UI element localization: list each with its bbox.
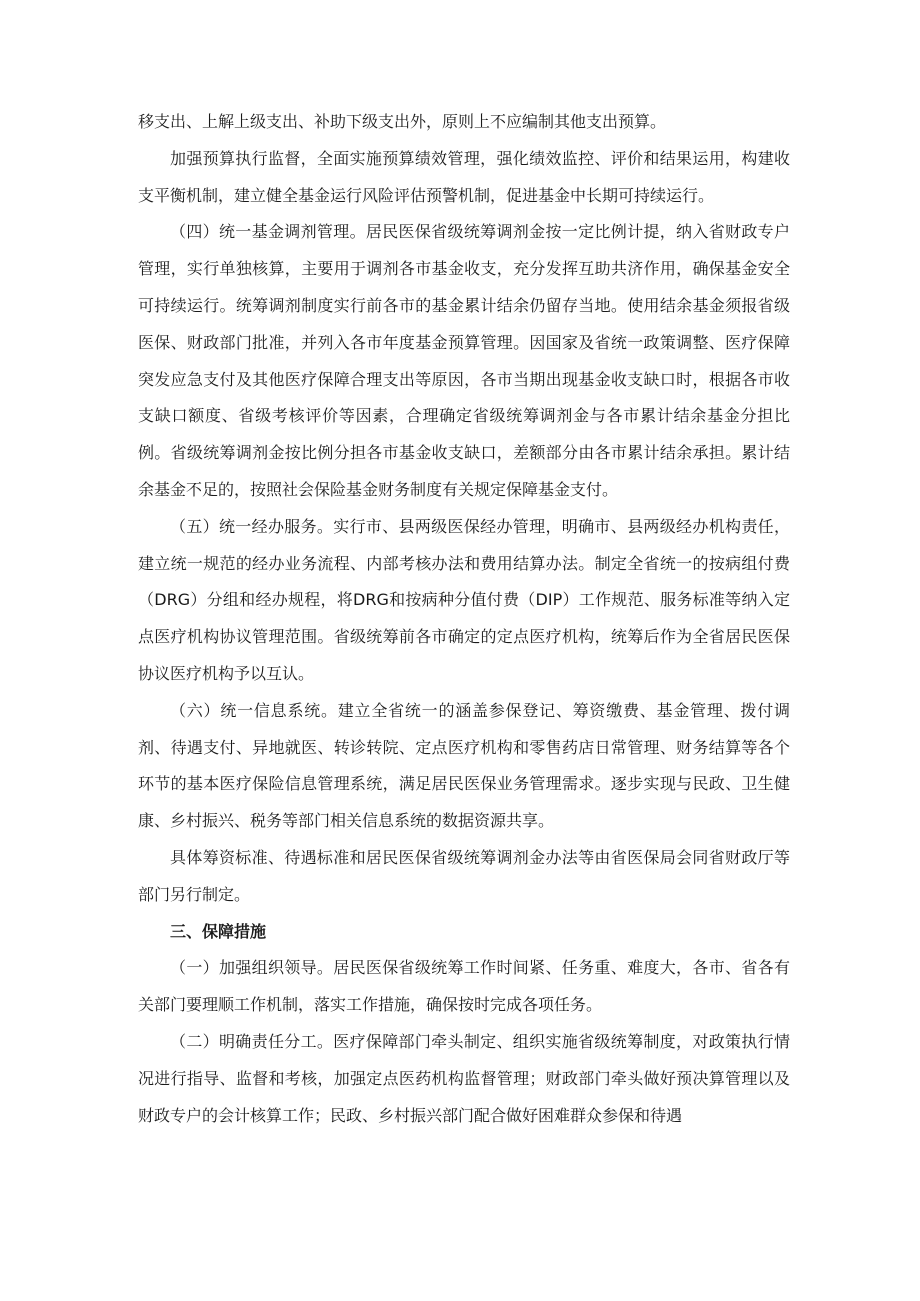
paragraph-fund-adjustment: （四）统一基金调剂管理。居民医保省级统筹调剂金按一定比例计提，纳入省财政专户管理，实行单独核算，主要用于调剂各市基金收支，充分发挥互助共济作用，确保基金安全可持续运行。统筹调剂制度实行前各市的基金累计结余仍留存当地。使用结余基金须报省级医保、财政部门批准，并列入各市年度基金预算管理。因国家及省统一政策调整、医疗保障突发应急支付及其他医疗保障合理支出等原因，各市当期出现基金收支缺口时，根据各市收支缺口额度、省级考核评价等因素，合理确定省级统筹调剂金与各市累计结余基金分担比例。省级统筹调剂金按比例分担各市基金收支缺口，差额部分由各市累计结余承担。累计结余基金不足的，按照社会保险基金财务制度有关规定保障基金支付。 — [138, 222, 790, 499]
paragraph-agency-service: （五）统一经办服务。实行市、县两级医保经办管理，明确市、县两级经办机构责任，建立统一规范的经办业务流程、内部考核办法和费用结算办法。制定全省统一的按病组付费（DRG）分组和经办规程，将DRG和按病种分值付费（DIP）工作规范、服务标准等纳入定点医疗机构协议管理范围。省级统筹前各市确定的定点医疗机构，统筹后作为全省居民医保协议医疗机构予以互认。 — [138, 516, 790, 683]
section-heading: 三、保障措施 — [170, 921, 267, 941]
document-body — [138, 104, 790, 1134]
paragraph-continuation: 移支出、上解上级支出、补助下级支出外，原则上不应编制其他支出预算。 — [138, 112, 667, 131]
paragraph-information-system: （六）统一信息系统。建立全省统一的涵盖参保登记、筹资缴费、基金管理、拨付调剂、待遇支付、异地就医、转诊转院、定点医疗机构和零售药店日常管理、财务结算等各个环节的基本医疗保险信息管理系统，满足居民医保业务管理需求。逐步实现与民政、卫生健康、乡村振兴、税务等部门相关信息系统的数据资源共享。 — [138, 700, 790, 831]
paragraph-responsibility-division: （二）明确责任分工。医疗保障部门牵头制定、组织实施省级统筹制度，对政策执行情况进行指导、监督和考核，加强定点医药机构监督管理；财政部门牵头做好预决算管理以及财政专户的会计核算工作；民政、乡村振兴部门配合做好困难群众参保和待遇 — [138, 1031, 790, 1125]
paragraph-budget-supervision: 加强预算执行监督，全面实施预算绩效管理，强化绩效监控、评价和结果运用，构建收支平衡机制，建立健全基金运行风险评估预警机制，促进基金中长期可持续运行。 — [138, 148, 790, 205]
paragraph-organization-leadership: （一）加强组织领导。居民医保省级统筹工作时间紧、任务重、难度大，各市、省各有关部门要理顺工作机制，落实工作措施，确保按时完成各项任务。 — [138, 958, 790, 1015]
paragraph-standards-note: 具体筹资标准、待遇标准和居民医保省级统筹调剂金办法等由省医保局会同省财政厅等部门另行制定。 — [138, 847, 790, 904]
